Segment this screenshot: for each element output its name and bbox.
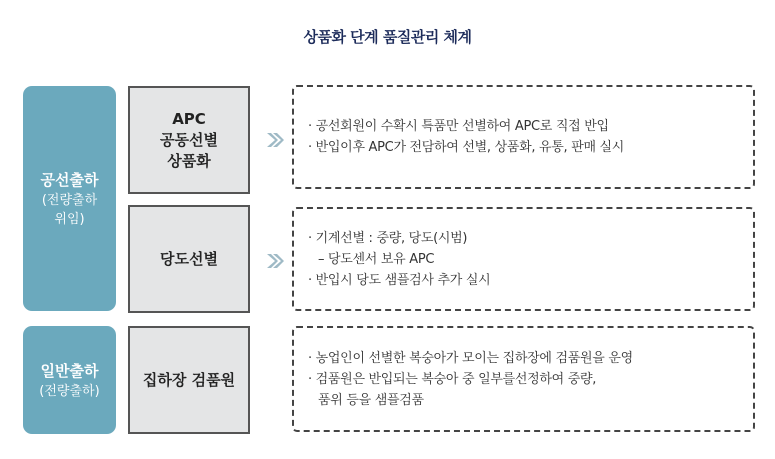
detail-box-inspector	[292, 326, 755, 432]
step-collection-inspector	[128, 326, 250, 434]
category-general-shipping-sub: (전량출하)	[39, 383, 100, 399]
chevron-right-icon	[266, 132, 284, 148]
category-general-shipping	[23, 326, 116, 434]
detail-line: · 기계선별 : 중량, 당도(시범)	[308, 230, 468, 246]
detail-line: · 검품원은 반입되는 복숭아 중 일부를선정하여 중량,	[308, 371, 597, 387]
detail-line: 품위 등을 샘플검품	[318, 392, 424, 408]
detail-line: – 당도센서 보유 APC	[318, 251, 435, 267]
step-sugar-sorting	[128, 205, 250, 313]
chevron-right-icon	[266, 253, 284, 269]
category-joint-shipping-sub-1: (전량출하	[41, 192, 98, 208]
detail-line: · 반입시 당도 샘플검사 추가 실시	[308, 272, 491, 288]
category-general-shipping-label: 일반출하	[40, 361, 99, 380]
category-joint-shipping-label: 공선출하	[40, 170, 99, 189]
step-apc-sorting	[128, 86, 250, 194]
category-joint-shipping-sub-2: 위임)	[54, 211, 85, 227]
detail-line: · 공선회원이 수확시 특품만 선별하여 APC로 직접 반입	[308, 119, 609, 134]
category-joint-shipping	[23, 86, 116, 311]
step-sugar-sorting-label: 당도선별	[160, 249, 218, 268]
step-collection-inspector-label: 집하장 검품원	[142, 370, 236, 389]
detail-box-apc	[292, 85, 755, 189]
detail-box-sugar	[292, 207, 755, 311]
step-apc-line-3: 상품화	[167, 151, 211, 170]
detail-line: · 농업인이 선별한 복숭아가 모이는 집하장에 검품원을 운영	[308, 350, 633, 366]
detail-line: · 반입이후 APC가 전담하여 선별, 상품화, 유통, 판매 실시	[308, 140, 625, 155]
step-apc-line-1: APC	[172, 109, 206, 128]
diagram-title: 상품화 단계 품질관리 체계	[303, 28, 472, 46]
step-apc-line-2: 공동선별	[160, 130, 218, 149]
